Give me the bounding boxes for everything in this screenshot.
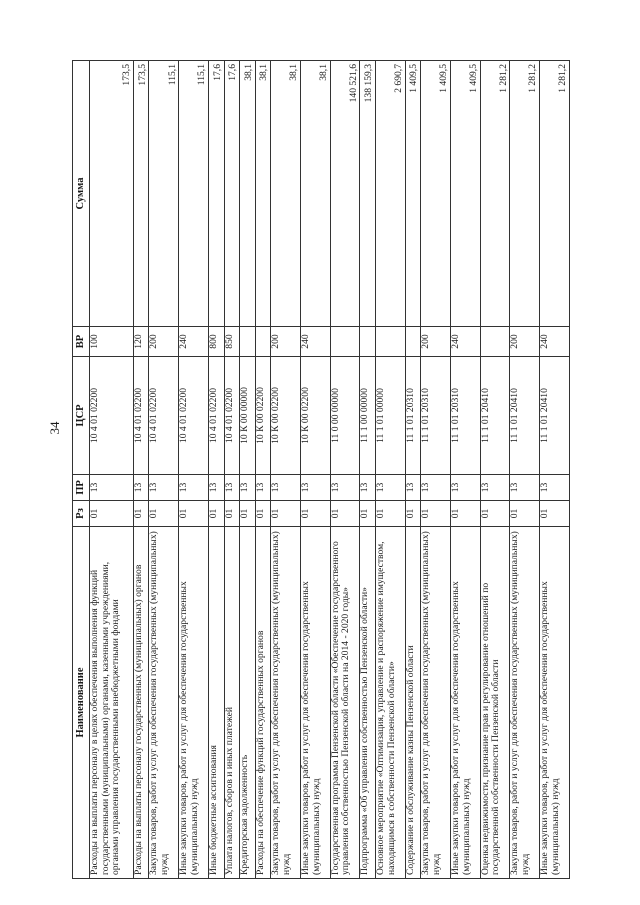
- cell-pr: 13: [271, 475, 301, 501]
- table-header-row: [73, 61, 90, 879]
- cell-csr: 10 К 00 02200: [255, 357, 271, 475]
- cell-rz: 01: [240, 501, 256, 527]
- cell-vr: [240, 327, 256, 357]
- cell-name: Оценка недвижимости, признание прав и регулирование отношений по государственной собственности Пензенской области: [480, 527, 510, 879]
- cell-csr: 11 1 01 20310: [421, 357, 451, 475]
- cell-pr: 13: [540, 475, 570, 501]
- cell-vr: 200: [510, 327, 540, 357]
- cell-sum: 1 409,5: [405, 61, 421, 327]
- table-row: [330, 61, 360, 879]
- cell-pr: 13: [375, 475, 405, 501]
- table-body: [90, 61, 570, 879]
- table-row: [224, 61, 240, 879]
- header-csr: ЦСР: [73, 357, 90, 475]
- cell-pr: 13: [240, 475, 256, 501]
- cell-rz: 01: [300, 501, 330, 527]
- table-row: [149, 61, 179, 879]
- cell-csr: 10 4 01 02200: [90, 357, 134, 475]
- cell-rz: 01: [375, 501, 405, 527]
- cell-pr: 13: [510, 475, 540, 501]
- header-rz: Рз: [73, 501, 90, 527]
- cell-sum: 1 409,5: [421, 61, 451, 327]
- table-row: [255, 61, 271, 879]
- cell-vr: 240: [540, 327, 570, 357]
- cell-csr: 10 4 01 02200: [149, 357, 179, 475]
- cell-pr: 13: [480, 475, 510, 501]
- cell-pr: 13: [330, 475, 360, 501]
- cell-name: Кредиторская задолженность: [240, 527, 256, 879]
- cell-pr: 13: [179, 475, 209, 501]
- cell-vr: 200: [271, 327, 301, 357]
- cell-rz: 01: [255, 501, 271, 527]
- cell-sum: 17,6: [208, 61, 224, 327]
- cell-pr: 13: [90, 475, 134, 501]
- cell-rz: 01: [480, 501, 510, 527]
- cell-sum: 140 521,6: [330, 61, 360, 327]
- cell-sum: 38,1: [271, 61, 301, 327]
- table-row: [510, 61, 540, 879]
- cell-sum: 2 690,7: [375, 61, 405, 327]
- cell-csr: 10 4 01 02200: [179, 357, 209, 475]
- cell-name: Расходы на выплаты персоналу в целях обеспечения выполнения функций государственными (муниципальными) органами, казенными учреждениями, органами управления государственными внебюджетными фондами: [90, 527, 134, 879]
- table-row: [421, 61, 451, 879]
- cell-sum: 173,5: [90, 61, 134, 327]
- cell-name: Закупка товаров, работ и услуг для обеспечения государственных (муниципальных) нужд: [271, 527, 301, 879]
- cell-rz: 01: [360, 501, 376, 527]
- cell-name: Закупка товаров, работ и услуг для обеспечения государственных (муниципальных) нужд: [510, 527, 540, 879]
- cell-vr: [480, 327, 510, 357]
- cell-rz: 01: [271, 501, 301, 527]
- cell-vr: 100: [90, 327, 134, 357]
- cell-name: Иные закупки товаров, работ и услуг для обеспечения государственных (муниципальных) нужд: [300, 527, 330, 879]
- header-vr: ВР: [73, 327, 90, 357]
- cell-csr: 11 0 00 00000: [330, 357, 360, 475]
- cell-name: Закупка товаров, работ и услуг для обеспечения государственных (муниципальных) нужд: [421, 527, 451, 879]
- cell-rz: 01: [133, 501, 149, 527]
- cell-rz: 01: [224, 501, 240, 527]
- table-row: [450, 61, 480, 879]
- cell-name: Подпрограмма «Об управлении собственностью Пензенской области»: [360, 527, 376, 879]
- cell-csr: 10 К 00 00000: [240, 357, 256, 475]
- cell-pr: 13: [255, 475, 271, 501]
- cell-sum: 1 281,2: [540, 61, 570, 327]
- cell-csr: 11 1 01 20310: [450, 357, 480, 475]
- cell-name: Иные бюджетные ассигнования: [208, 527, 224, 879]
- cell-csr: 11 1 01 00000: [375, 357, 405, 475]
- cell-vr: [405, 327, 421, 357]
- cell-csr: 11 1 01 20410: [540, 357, 570, 475]
- cell-rz: 01: [149, 501, 179, 527]
- cell-name: Иные закупки товаров, работ и услуг для обеспечения государственных (муниципальных) нужд: [450, 527, 480, 879]
- table-row: [133, 61, 149, 879]
- cell-pr: 13: [405, 475, 421, 501]
- cell-name: Государственная программа Пензенской области «Обеспечение государственного управления собственностью Пензенской области на 2014 - 2020 годы»: [330, 527, 360, 879]
- cell-sum: 38,1: [300, 61, 330, 327]
- cell-rz: 01: [330, 501, 360, 527]
- cell-vr: 200: [149, 327, 179, 357]
- cell-pr: 13: [208, 475, 224, 501]
- cell-pr: 13: [421, 475, 451, 501]
- cell-pr: 13: [149, 475, 179, 501]
- table-row: [90, 61, 134, 879]
- cell-pr: 13: [133, 475, 149, 501]
- table-row: [360, 61, 376, 879]
- cell-sum: 1 409,5: [450, 61, 480, 327]
- cell-rz: 01: [450, 501, 480, 527]
- cell-sum: 38,1: [255, 61, 271, 327]
- cell-csr: 10 4 01 02200: [133, 357, 149, 475]
- header-sum: Сумма: [73, 61, 90, 327]
- cell-vr: 800: [208, 327, 224, 357]
- cell-vr: [375, 327, 405, 357]
- cell-rz: 01: [540, 501, 570, 527]
- cell-vr: 240: [300, 327, 330, 357]
- cell-csr: 10 4 01 02200: [208, 357, 224, 475]
- cell-vr: 850: [224, 327, 240, 357]
- cell-csr: 10 4 01 02200: [224, 357, 240, 475]
- cell-name: Иные закупки товаров, работ и услуг для обеспечения государственных (муниципальных) нужд: [540, 527, 570, 879]
- cell-name: Закупка товаров, работ и услуг для обеспечения государственных (муниципальных) нужд: [149, 527, 179, 879]
- cell-pr: 13: [450, 475, 480, 501]
- cell-rz: 01: [90, 501, 134, 527]
- cell-vr: [360, 327, 376, 357]
- cell-rz: 01: [421, 501, 451, 527]
- budget-table: [72, 60, 570, 879]
- table-row: [179, 61, 209, 879]
- cell-sum: 1 281,2: [510, 61, 540, 327]
- cell-csr: 11 1 01 20310: [405, 357, 421, 475]
- rotated-table-container: [72, 61, 570, 879]
- table-row: [405, 61, 421, 879]
- cell-sum: 17,6: [224, 61, 240, 327]
- cell-rz: 01: [208, 501, 224, 527]
- table-row: [540, 61, 570, 879]
- table-row: [480, 61, 510, 879]
- cell-name: Иные закупки товаров, работ и услуг для обеспечения государственных (муниципальных) нужд: [179, 527, 209, 879]
- page-number: 34: [47, 421, 62, 435]
- cell-pr: 13: [300, 475, 330, 501]
- cell-name: Расходы на выплаты персоналу государственных (муниципальных) органов: [133, 527, 149, 879]
- cell-csr: 10 К 00 02200: [271, 357, 301, 475]
- cell-vr: [330, 327, 360, 357]
- cell-name: Содержание и обслуживание казны Пензенской области: [405, 527, 421, 879]
- table-row: [300, 61, 330, 879]
- cell-sum: 173,5: [133, 61, 149, 327]
- cell-csr: 10 К 00 02200: [300, 357, 330, 475]
- cell-vr: 120: [133, 327, 149, 357]
- cell-rz: 01: [405, 501, 421, 527]
- header-pr: ПР: [73, 475, 90, 501]
- cell-sum: 115,1: [179, 61, 209, 327]
- cell-name: Уплата налогов, сборов и иных платежей: [224, 527, 240, 879]
- table-row: [208, 61, 224, 879]
- cell-csr: 11 1 01 20410: [510, 357, 540, 475]
- cell-csr: 11 1 00 00000: [360, 357, 376, 475]
- cell-rz: 01: [179, 501, 209, 527]
- header-name: Наименование: [73, 527, 90, 879]
- table-row: [240, 61, 256, 879]
- cell-csr: 11 1 01 20410: [480, 357, 510, 475]
- cell-name: Основное мероприятие «Оптимизация, управление и распоряжение имуществом, находящимся в собственности Пензенской области»: [375, 527, 405, 879]
- cell-rz: 01: [510, 501, 540, 527]
- cell-vr: 240: [450, 327, 480, 357]
- cell-vr: [255, 327, 271, 357]
- cell-sum: 1 281,2: [480, 61, 510, 327]
- cell-vr: 200: [421, 327, 451, 357]
- cell-sum: 138 159,3: [360, 61, 376, 327]
- cell-sum: 115,1: [149, 61, 179, 327]
- cell-name: Расходы на обеспечение функций государственных органов: [255, 527, 271, 879]
- cell-pr: 13: [224, 475, 240, 501]
- cell-vr: 240: [179, 327, 209, 357]
- table-row: [271, 61, 301, 879]
- cell-sum: 38,1: [240, 61, 256, 327]
- table-row: [375, 61, 405, 879]
- cell-pr: 13: [360, 475, 376, 501]
